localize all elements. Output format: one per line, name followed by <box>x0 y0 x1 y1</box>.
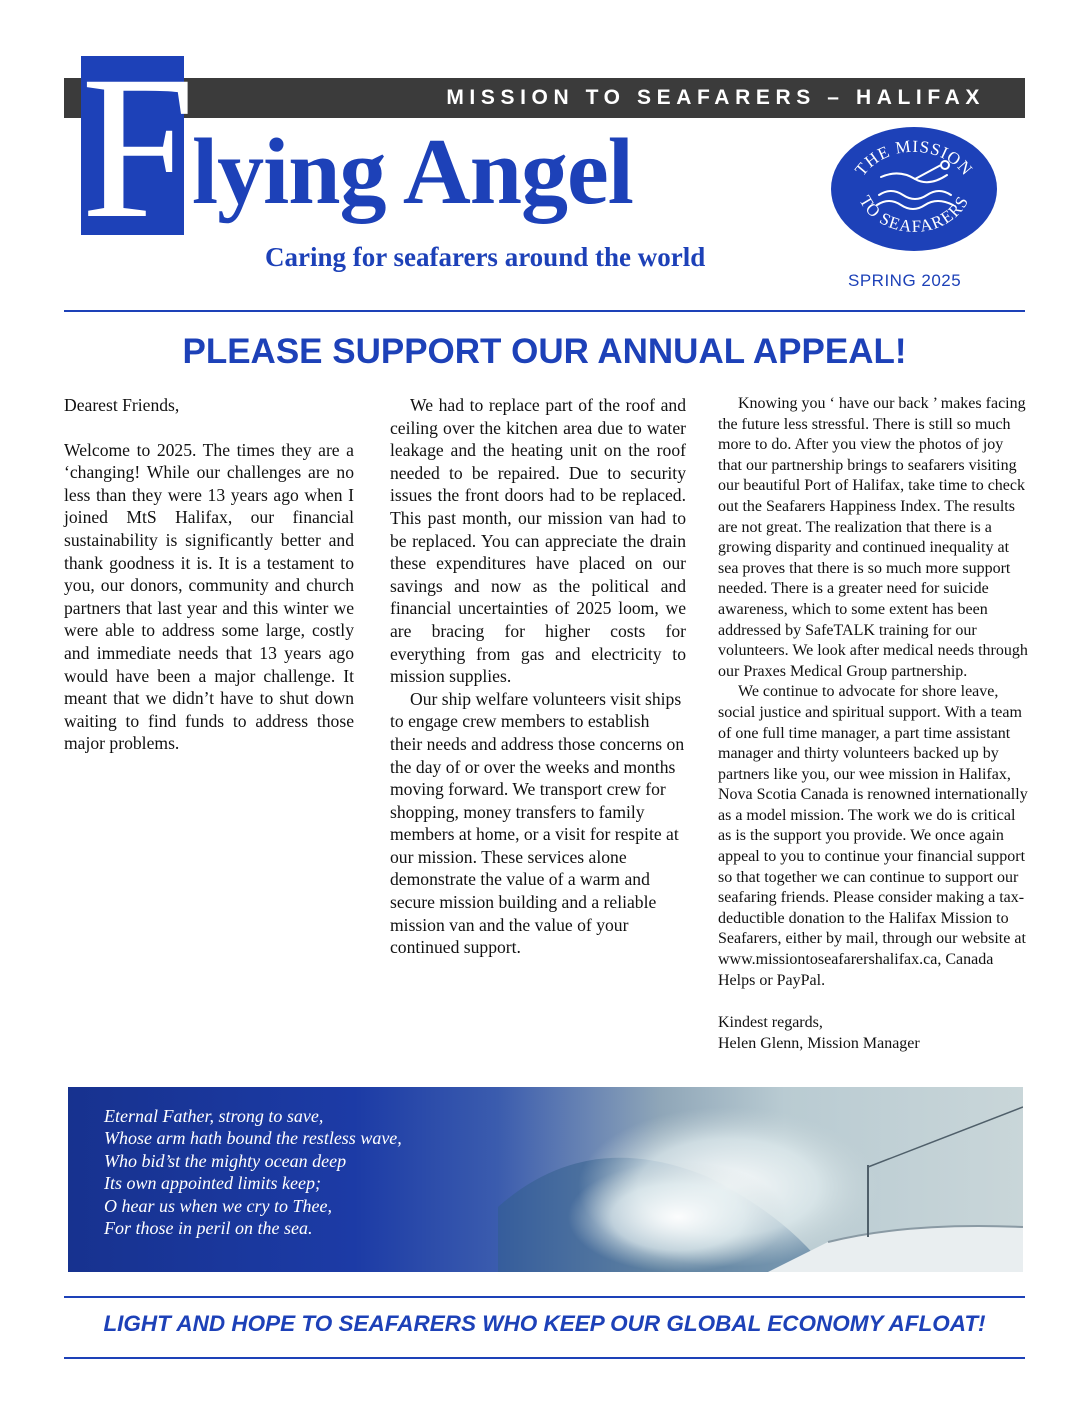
hymn-banner <box>68 1087 1023 1272</box>
hymn-line: Eternal Father, strong to save, <box>104 1106 324 1126</box>
hymn-verse <box>104 1105 402 1239</box>
letter-paragraph: Our ship welfare volunteers visit ships to engage crew members to establish their needs and address those concerns on the day of or over the weeks and months moving forward. We transport crew for shopping, money transfers to family members at home, or a visit for respite at our mission. These services alone demonstrate the value of a warm and secure mission building and a reliable mission van and the value of your continued support. <box>390 688 685 958</box>
masthead-banner <box>64 78 1025 118</box>
letter-paragraph: We continue to advocate for shore leave, social justice and spiritual support. With a team of one full time manager, a part time assistant manager and thirty volunteers backed up by partners like you, our wee mission in Halifax, Nova Scotia Canada is renowned internationally as a model mission. The work we do is critical as is the support you provide. We once again appeal to you to continue your financial support so that together we can continue to support our seafaring friends. Please consider making a tax-deductible donation to the Halifax Mission to Seafarers, either by mail, through our website at www.missiontoseafarershalifax.ca, Canada Helps or PayPal. <box>718 683 1028 989</box>
issue-season: SPRING 2025 <box>848 271 962 290</box>
hymn-line: For those in peril on the sea. <box>104 1218 313 1239</box>
letter-paragraph: Helen Glenn, Mission Manager <box>718 1034 920 1052</box>
title-initial: F <box>81 34 196 261</box>
banner-text: MISSION TO SEAFARERS – HALIFAX <box>446 86 985 109</box>
letter-column-3 <box>718 394 1028 1054</box>
tagline: Caring for seafarers around the world <box>265 242 706 272</box>
letter-paragraph: Welcome to 2025. The times they are a ‘changing! While our challenges are no less than they were 13 years ago when I joined MtS Halifax, our financial sustainability is significantly better and thank goodness it is. It is a testament to you, our donors, community and church partners that last year and this winter we were able to address some large, costly and immediate needs that 13 years ago would have been a major challenge. It meant that we didn’t have to shut down waiting to find funds to address those major problems. <box>64 439 354 754</box>
letter-paragraph: Knowing you ‘ have our back ’ makes facing the future less stressful. There is still so much more to do. After you view the photos of joy that our partnership brings to seafarers visiting our beautiful Port of Halifax, take time to check out the Seafarers Happiness Index. The results are not great. The realization that there is a growing disparity and continued inequality at sea proves that there is so much more support needed. There is a greater need for suicide awareness, which to some extent has been addressed by SafeTALK training for our volunteers. We look after medical needs through our Praxes Medical Group partnership. <box>718 395 1028 680</box>
hymn-line: Whose arm hath bound the restless wave, <box>104 1128 402 1149</box>
logo-text-bottom: TO SEAFARERS <box>855 192 973 237</box>
letter-column-2 <box>390 394 686 959</box>
letter-greeting: Dearest Friends, <box>64 395 180 415</box>
header-divider <box>64 310 1025 312</box>
title-initial-box <box>81 34 196 261</box>
hymn-line: Its own appointed limits keep; <box>104 1173 321 1194</box>
footer-slogan: LIGHT AND HOPE TO SEAFARERS WHO KEEP OUR GLOBAL ECONOMY AFLOAT! <box>103 1311 986 1336</box>
letter-paragraph: We had to replace part of the roof and ceiling over the kitchen area due to water leakage and the heating unit on the roof needed to be repaired. Due to security issues the front doors had to be replaced. This past month, our mission van had to be replaced. You can appreciate the drain these expenditures have placed on our savings and now as the political and financial uncertainties of 2025 loom, we are bracing for higher costs for everything from gas and electricity to mission supplies. <box>390 395 686 687</box>
mission-to-seafarers-logo-icon <box>829 125 999 253</box>
logo-text-top: THE MISSION <box>851 136 977 180</box>
footer-divider-bottom <box>64 1357 1025 1359</box>
footer-divider-top <box>64 1296 1025 1298</box>
newsletter-title: lying Angel <box>192 120 633 224</box>
letter-paragraph: Kindest regards, <box>718 1014 823 1032</box>
appeal-headline: PLEASE SUPPORT OUR ANNUAL APPEAL! <box>182 332 907 371</box>
hymn-line: O hear us when we cry to Thee, <box>104 1195 332 1216</box>
letter-column-1 <box>64 394 354 755</box>
hymn-line: Who bid’st the mighty ocean deep <box>104 1150 347 1171</box>
